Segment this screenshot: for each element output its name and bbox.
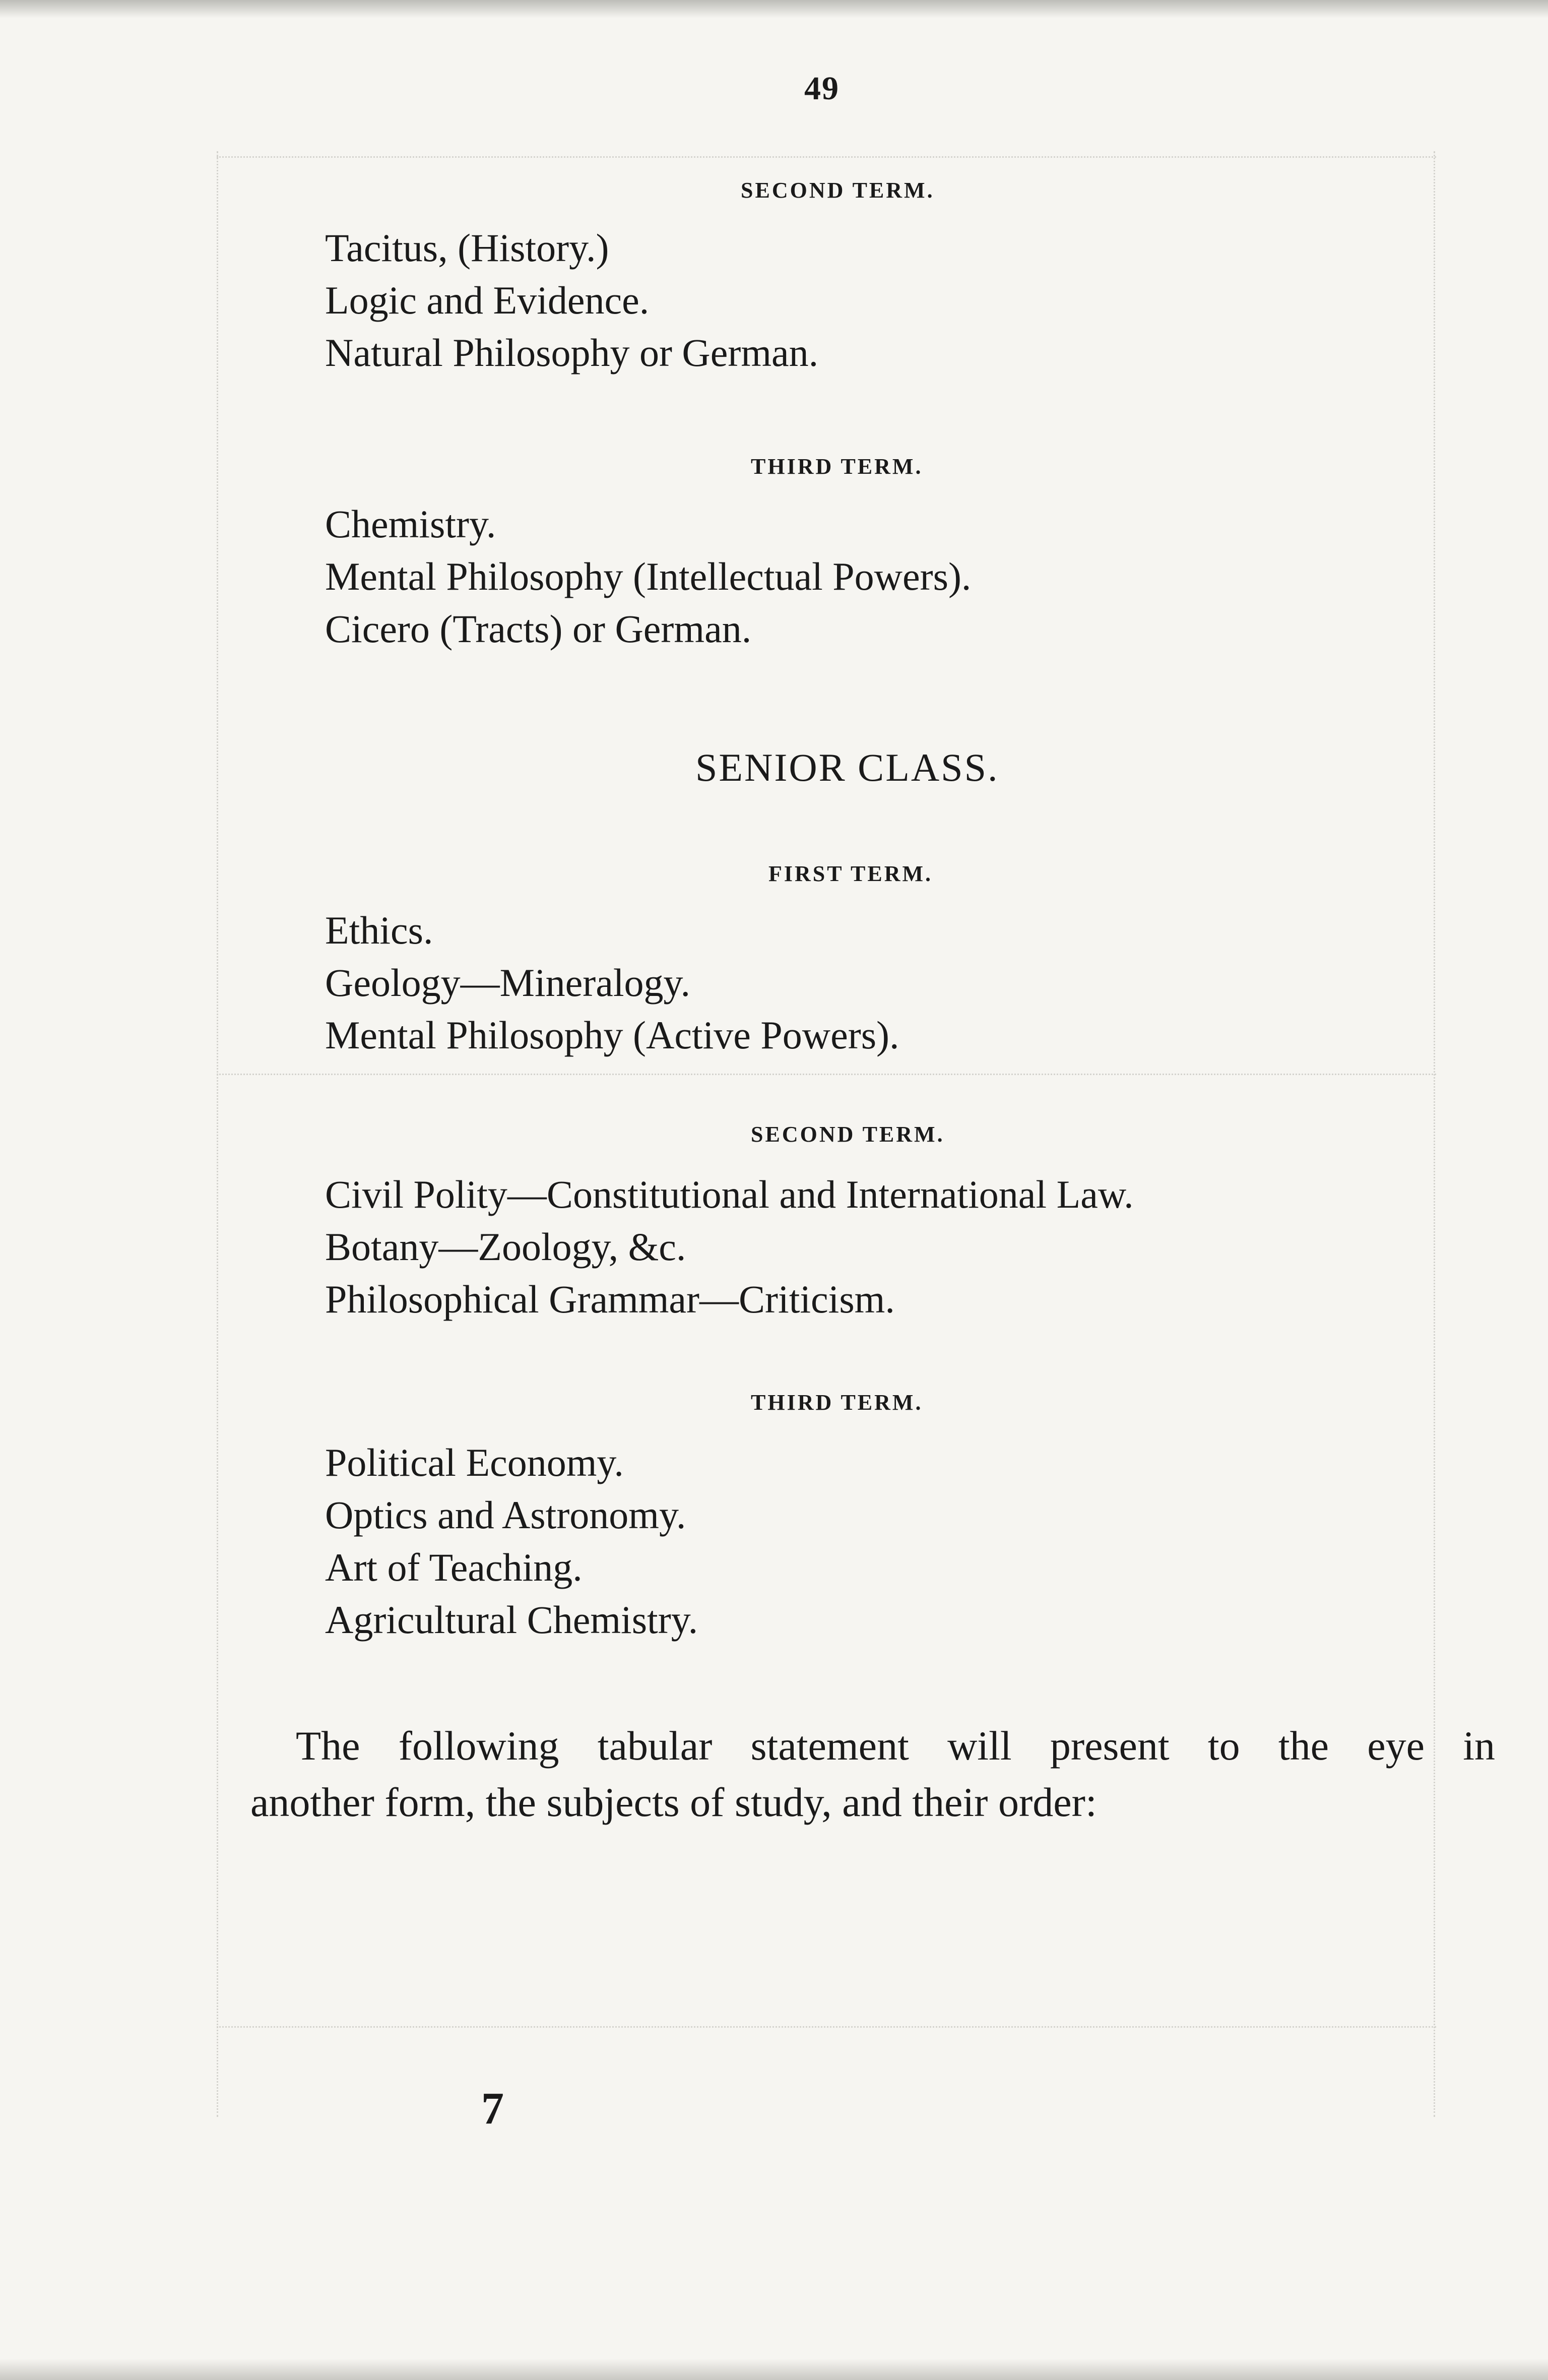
term-heading-third: THIRD TERM. [751, 454, 923, 479]
page-number: 49 [804, 70, 840, 107]
faint-ruled-line [217, 151, 218, 2117]
term-heading-senior-second: SECOND TERM. [751, 1122, 945, 1147]
subject-item: Art of Teaching. [325, 1545, 583, 1589]
subject-item: Political Economy. [325, 1440, 624, 1484]
subject-item: Civil Polity—Constitutional and International Law. [325, 1172, 1134, 1216]
subject-list-third-term [325, 498, 971, 655]
subject-item: Optics and Astronomy. [325, 1493, 686, 1537]
closing-paragraph-line: The following tabular statement will present to the eye in [296, 1723, 1495, 1769]
subject-item: Natural Philosophy or German. [325, 331, 819, 374]
subject-item: Ethics. [325, 908, 433, 952]
subject-item: Geology—Mineralogy. [325, 961, 690, 1005]
subject-item: Philosophical Grammar—Criticism. [325, 1277, 895, 1321]
subject-list-second-term [325, 222, 818, 379]
closing-paragraph-line: another form, the subjects of study, and their order: [250, 1779, 1097, 1825]
subject-item: Cicero (Tracts) or German. [325, 607, 752, 651]
closing-paragraph [250, 1718, 1495, 1831]
subject-item: Mental Philosophy (Active Powers). [325, 1013, 899, 1057]
faint-ruled-line [217, 2026, 1436, 2028]
subject-item: Agricultural Chemistry. [325, 1598, 698, 1642]
subject-item: Chemistry. [325, 502, 496, 546]
subject-item: Botany—Zoology, &c. [325, 1225, 686, 1269]
term-heading-second: SECOND TERM. [741, 178, 935, 203]
subject-list-senior-second-term [325, 1168, 1134, 1326]
page-top-edge [0, 0, 1548, 18]
subject-list-senior-third-term [325, 1436, 698, 1646]
subject-item: Mental Philosophy (Intellectual Powers). [325, 554, 972, 598]
faint-ruled-line [217, 1074, 1436, 1075]
signature-mark: 7 [481, 2084, 504, 2134]
term-heading-senior-third: THIRD TERM. [751, 1390, 923, 1415]
term-heading-senior-first: FIRST TERM. [768, 861, 933, 886]
faint-ruled-line [217, 156, 1436, 158]
subject-item: Logic and Evidence. [325, 278, 650, 322]
subject-item: Tacitus, (History.) [325, 226, 609, 270]
senior-class-heading: SENIOR CLASS. [695, 745, 999, 789]
subject-list-senior-first-term [325, 904, 899, 1061]
page-bottom-edge [0, 2359, 1548, 2380]
